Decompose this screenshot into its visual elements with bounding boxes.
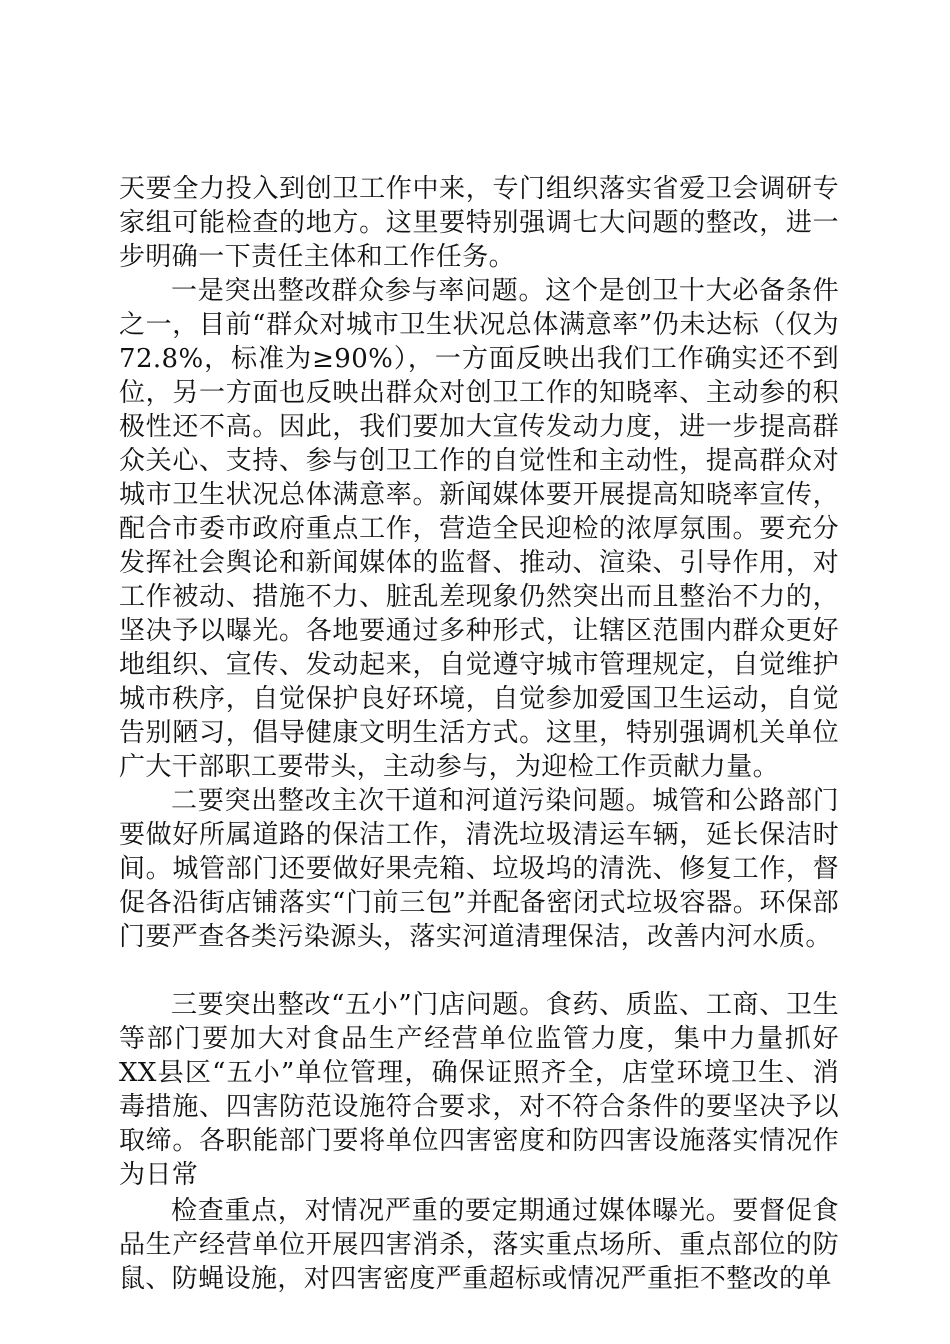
paragraph-item-1: 一是突出整改群众参与率问题。这个是创卫十大必备条件之一，目前“群众对城市卫生状况总体满意率”仍未达标（仅为72.8%，标准为≥90%），一方面反映出我们工作确实还不到位，另一方面也反映出群众对创卫工作的知晓率、主动参的积极性还不高。因此，我们要加大宣传发动力度，进一步提高群众关心、支持、参与创卫工作的自觉性和主动性，提高群众对城市卫生状况总体满意率。新闻媒体要开展提高知晓率宣传，配合市委市政府重点工作，营造全民迎检的浓厚氛围。要充分发挥社会舆论和新闻媒体的监督、推动、渲染、引导作用，对工作被动、措施不力、脏乱差现象仍然突出而且整治不力的，坚决予以曝光。各地要通过多种形式，让辖区范围内群众更好地组织、宣传、发动起来，自觉遵守城市管理规定，自觉维护城市秩序，自觉保护良好环境，自觉参加爱国卫生运动，自觉告别陋习，倡导健康文明生活方式。这里，特别强调机关单位广大干部职工要带头，主动参与，为迎检工作贡献力量。 xyxy=(119,276,839,782)
paragraph-spacer xyxy=(119,954,839,988)
paragraph-item-3: 三要突出整改“五小”门店问题。食药、质监、工商、卫生等部门要加大对食品生产经营单位监管力度，集中力量抓好XX县区“五小”单位管理，确保证照齐全，店堂环境卫生、消毒措施、四害防范设施符合要求，对不符合条件的要坚决予以取缔。各职能部门要将单位四害密度和防四害设施落实情况作为日常 xyxy=(119,990,839,1190)
paragraph-intro: 天要全力投入到创卫工作中来，专门组织落实省爱卫会调研专家组可能检查的地方。这里要特别强调七大问题的整改，进一步明确一下责任主体和工作任务。 xyxy=(119,174,839,272)
document-body xyxy=(119,172,839,1296)
paragraph-item-2: 二要突出整改主次干道和河道污染问题。城管和公路部门要做好所属道路的保洁工作，清洗垃圾清运车辆，延长保洁时间。城管部门还要做好果壳箱、垃圾坞的清洗、修复工作，督促各沿街店铺落实“门前三包”并配备密闭式垃圾容器。环保部门要严查各类污染源头，落实河道清理保洁，改善内河水质。 xyxy=(119,786,839,952)
paragraph-continuation: 检查重点，对情况严重的要定期通过媒体曝光。要督促食品生产经营单位开展四害消杀，落实重点场所、重点部位的防鼠、防蝇设施，对四害密度严重超标或情况严重拒不整改的单 xyxy=(119,1196,839,1294)
